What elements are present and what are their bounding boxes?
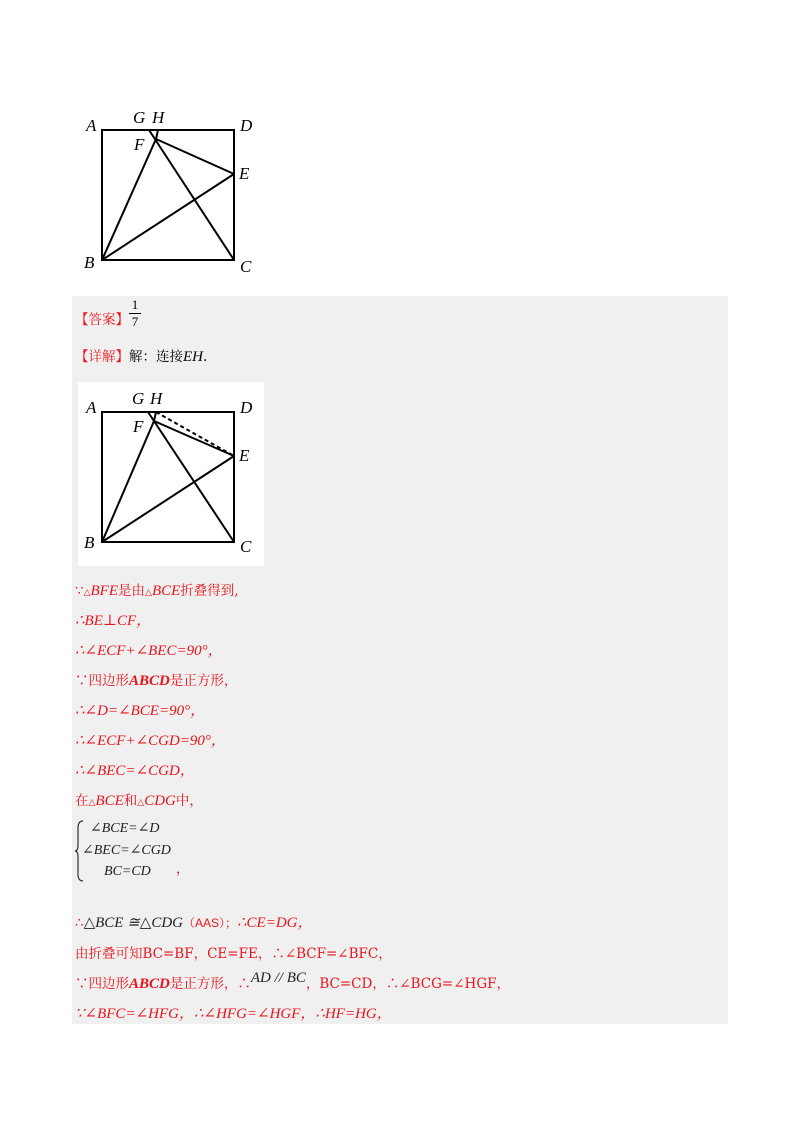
segment-be — [102, 456, 234, 542]
label-b: B — [84, 533, 95, 552]
congruence-conditions — [72, 818, 212, 886]
proof-line-12: ∵∠BFC=∠HFG，∴∠HFG=∠HGF，∴HF=HG， — [75, 1006, 392, 1022]
segment-gc — [148, 412, 234, 542]
geometry-figure-top — [78, 106, 268, 276]
proof-line-4: ∵四边形ABCD是正方形， — [75, 673, 238, 689]
label-b: B — [84, 253, 95, 272]
label-e: E — [239, 164, 250, 183]
detail-line: 【详解】解：连接EH. — [75, 349, 208, 365]
label-a: A — [86, 116, 97, 135]
label-f: F — [134, 135, 145, 154]
label-c: C — [240, 537, 252, 556]
segment-eh-dashed — [156, 412, 234, 456]
proof-line-11: ∵四边形ABCD是正方形，∴AD // BC，BC=CD，∴∠BCG=∠HGF， — [75, 970, 510, 992]
proof-line-2: ∴BE⊥CF， — [75, 613, 152, 629]
label-e: E — [239, 446, 250, 465]
segment-fh — [154, 412, 156, 421]
condition-1: ∠BCE=∠D — [90, 821, 160, 836]
proof-line-6: ∴∠ECF+∠CGD=90°， — [75, 733, 226, 749]
label-h: H — [150, 389, 163, 408]
square-abcd — [102, 412, 234, 542]
system-comma: ， — [176, 862, 190, 877]
proof-line-9: ∴△BCE ≅△CDG（AAS）；∴CE=DG， — [75, 915, 313, 931]
label-c: C — [240, 257, 252, 276]
label-d: D — [240, 398, 253, 417]
proof-line-7: ∴∠BEC=∠CGD， — [75, 763, 195, 779]
condition-3: BC=CD — [104, 864, 151, 879]
segment-fe — [156, 139, 234, 174]
answer-fraction: 1 7 — [128, 298, 142, 329]
proof-line-1: ∵△BFE是由△BCE折叠得到, — [75, 583, 239, 599]
segment-gc — [149, 130, 234, 260]
label-f: F — [133, 417, 144, 436]
proof-line-5: ∴∠D=∠BCE=90°， — [75, 703, 206, 719]
label-a: A — [86, 398, 97, 417]
answer-label: 【答案】 — [75, 312, 129, 328]
label-d: D — [240, 116, 253, 135]
geometry-figure-solution — [78, 382, 264, 566]
segment-fh — [156, 130, 158, 139]
label-g: G — [132, 389, 145, 408]
proof-line-8: 在△BCE和△CDG中， — [75, 793, 203, 809]
condition-2: ∠BEC=∠CGD — [82, 843, 171, 858]
square-abcd — [102, 130, 234, 260]
proof-line-3: ∴∠ECF+∠BEC=90°， — [75, 643, 223, 659]
proof-line-10: 由折叠可知BC=BF，CE=FE，∴∠BCF=∠BFC， — [75, 946, 392, 962]
segment-bf — [102, 421, 154, 542]
label-h: H — [152, 108, 165, 127]
label-g: G — [133, 108, 146, 127]
